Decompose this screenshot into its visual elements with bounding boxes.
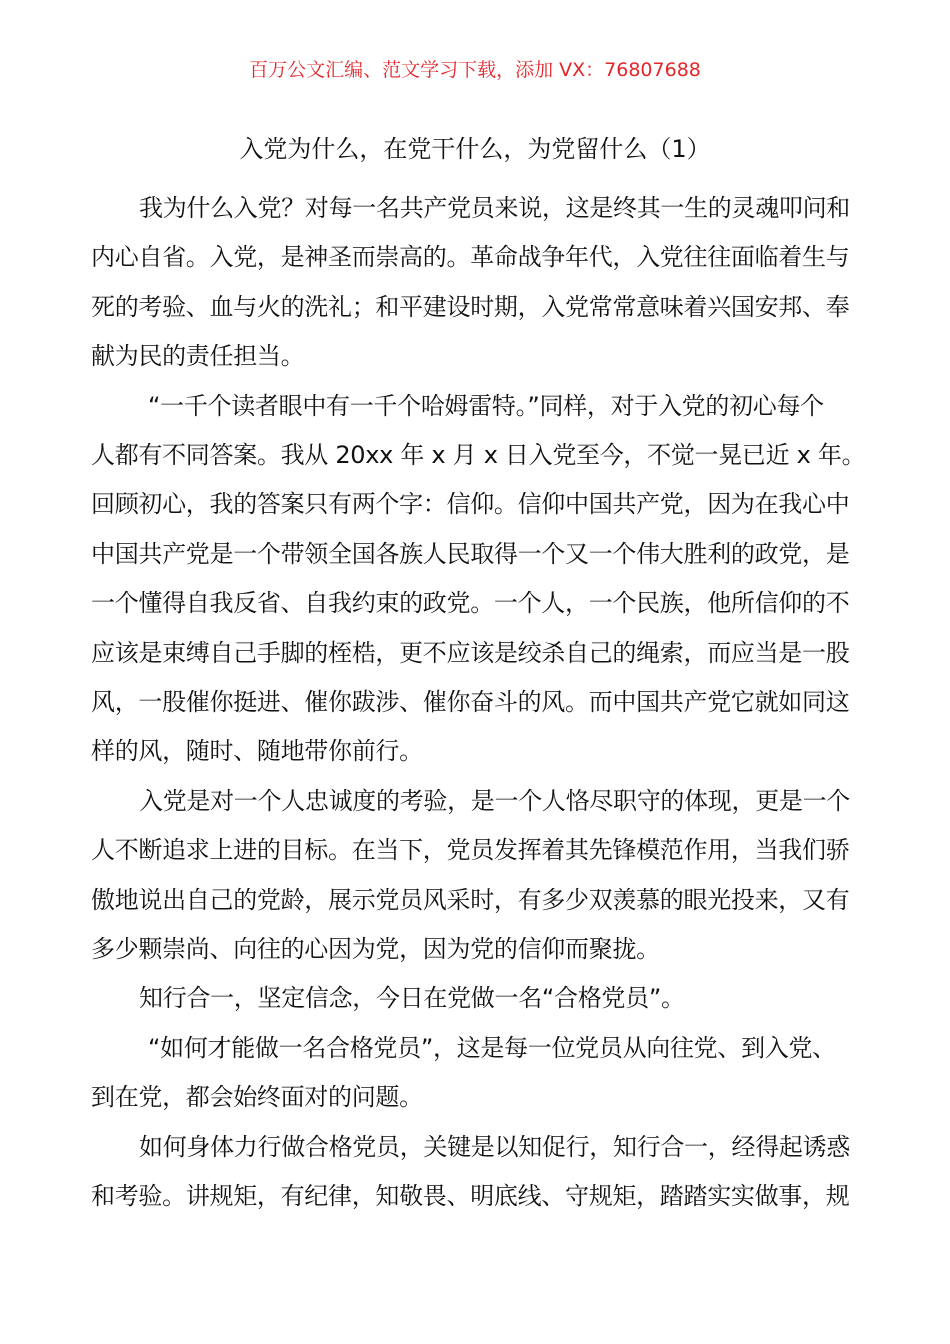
paragraph-line: 到在党，都会始终面对的问题。 bbox=[91, 1083, 423, 1112]
paragraph-line: 内心自省。入党，是神圣而崇高的。革命战争年代，入党往往面临着生与 bbox=[91, 243, 850, 272]
paragraph-line: 多少颗崇尚、向往的心因为党，因为党的信仰而聚拢。 bbox=[91, 935, 660, 963]
paragraph-line: 知行合一，坚定信念，今日在党做一名“合格党员”。 bbox=[139, 984, 685, 1013]
paragraph-line: 死的考验、血与火的洗礼；和平建设时期，入党常常意味着兴国安邦、奉 bbox=[91, 292, 850, 321]
paragraph-line: “一千个读者眼中有一千个哈姆雷特。”同样，对于入党的初心每个 bbox=[148, 391, 824, 420]
document-title: 入党为什么，在党干什么，为党留什么（1） bbox=[239, 135, 711, 163]
paragraph-line: 和考验。讲规矩，有纪律，知敬畏、明底线、守规矩，踏踏实实做事，规 bbox=[91, 1182, 850, 1210]
paragraph-line: 人不断追求上进的目标。在当下，党员发挥着其先锋模范作用，当我们骄 bbox=[91, 836, 850, 865]
paragraph-line: “如何才能做一名合格党员”，这是每一位党员从向往党、到入党、 bbox=[148, 1033, 836, 1062]
paragraph-line: 风，一股催你挺进、催你跋涉、催你奋斗的风。而中国共产党它就如同这 bbox=[91, 688, 850, 716]
paragraph-line: 如何身体力行做合格党员，关键是以知促行，知行合一，经得起诱惑 bbox=[139, 1132, 850, 1161]
paragraph-line: 献为民的责任担当。 bbox=[91, 342, 305, 371]
paragraph-line: 人都有不同答案。我从 20xx 年 x 月 x 日入党至今，不觉一晃已近 x 年。 bbox=[91, 441, 866, 469]
paragraph-line: 傲地说出自己的党龄，展示党员风采时，有多少双羡慕的眼光投来，又有 bbox=[91, 885, 850, 914]
watermark-header: 百万公文汇编、范文学习下载，添加 VX：76807688 bbox=[249, 59, 701, 81]
paragraph-line: 中国共产党是一个带领全国各族人民取得一个又一个伟大胜利的政党，是 bbox=[91, 539, 850, 568]
paragraph-line: 样的风，随时、随地带你前行。 bbox=[91, 737, 423, 766]
paragraph-line: 应该是束缚自己手脚的桎梏，更不应该是绞杀自己的绳索，而应当是一股 bbox=[91, 638, 850, 667]
paragraph-line: 我为什么入党？对每一名共产党员来说，这是终其一生的灵魂叩问和 bbox=[139, 194, 850, 222]
paragraph-line: 入党是对一个人忠诚度的考验，是一个人恪尽职守的体现，更是一个 bbox=[139, 786, 850, 815]
paragraph-line: 一个懂得自我反省、自我约束的政党。一个人，一个民族，他所信仰的不 bbox=[91, 589, 850, 618]
paragraph-line: 回顾初心，我的答案只有两个字：信仰。信仰中国共产党，因为在我心中 bbox=[91, 490, 850, 519]
